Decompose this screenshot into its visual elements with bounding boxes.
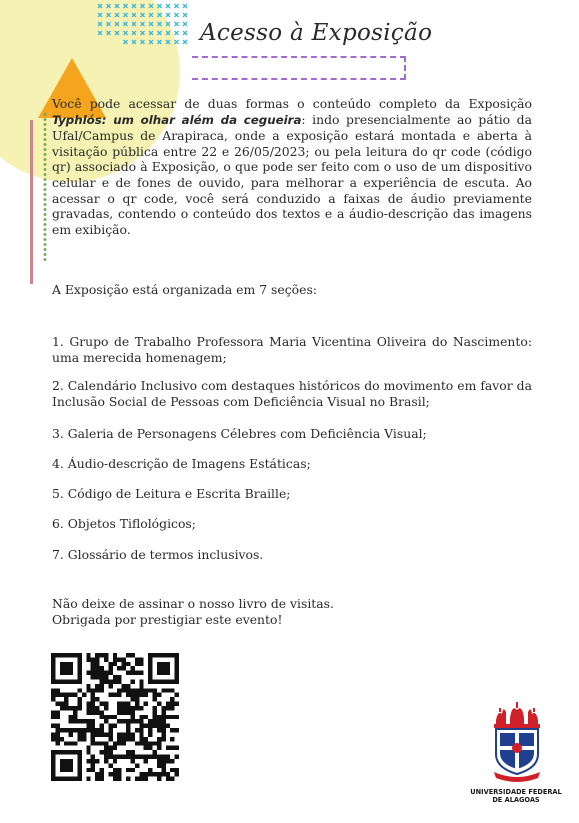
intro-text-end: : indo presencialmente ao pátio da Ufal/Campus de Arapiraca, onde a exposição estará montada e aberta à visitação pública entre 22 e 26/05/2023; ou pela leitura do qr code (código qr) associado à Exposição, o que pode ser feito com o uso de um dispositivo celular e de fones de ouvido, para melhorar a experiência de escuta. Ao acessar o qr code, você será conduzido a faixas de áudio previamente gravadas, contendo o conteúdo dos textos e a áudio-descrição das imagens em exibição.: [52, 111, 532, 237]
decorative-cross-pattern: [96, 2, 192, 48]
exhibition-name-subtitle: : um olhar além da cegueira: [101, 112, 302, 127]
section-item-6: 6. Objetos Tiflológicos;: [52, 516, 196, 531]
university-name-line-2: DE ALAGOAS: [492, 796, 540, 804]
section-item-4: 4. Áudio-descrição de Imagens Estáticas;: [52, 456, 311, 471]
closing-line-thanks: Obrigada por prestigiar este evento!: [52, 611, 283, 627]
ufal-logo: [468, 702, 564, 806]
university-name: [468, 788, 564, 804]
section-item-7: 7. Glossário de termos inclusivos.: [52, 547, 264, 562]
exhibition-name-italic: Typhlós: [52, 112, 102, 127]
university-crest-icon: [492, 702, 542, 784]
page-title: Acesso à Exposição: [200, 20, 433, 46]
section-item-2: 2. Calendário Inclusivo com destaques históricos do movimento em favor da Inclusão Social de Pessoas com Deficiência Visual no Brasil;: [52, 378, 532, 409]
closing-message: [52, 596, 532, 627]
exhibition-name: [52, 113, 301, 127]
intro-paragraph: [52, 96, 532, 237]
section-item-1: 1. Grupo de Trabalho Professora Maria Vicentina Oliveira do Nascimento: uma merecida homenagem;: [52, 334, 532, 365]
decorative-dashed-frame: [192, 56, 406, 80]
sections-intro: A Exposição está organizada em 7 seções:: [52, 282, 317, 297]
decorative-vertical-bar: [30, 120, 33, 284]
intro-text-start: Você pode acessar de duas formas o conteúdo completo da Exposição: [52, 96, 532, 111]
qr-code-icon[interactable]: [51, 653, 179, 781]
closing-line-guestbook: Não deixe de assinar o nosso livro de visitas.: [52, 596, 334, 611]
decorative-dotted-line: [43, 112, 47, 262]
university-name-line-1: UNIVERSIDADE FEDERAL: [470, 788, 562, 796]
section-item-3: 3. Galeria de Personagens Célebres com Deficiência Visual;: [52, 426, 427, 441]
section-item-5: 5. Código de Leitura e Escrita Braille;: [52, 486, 291, 501]
